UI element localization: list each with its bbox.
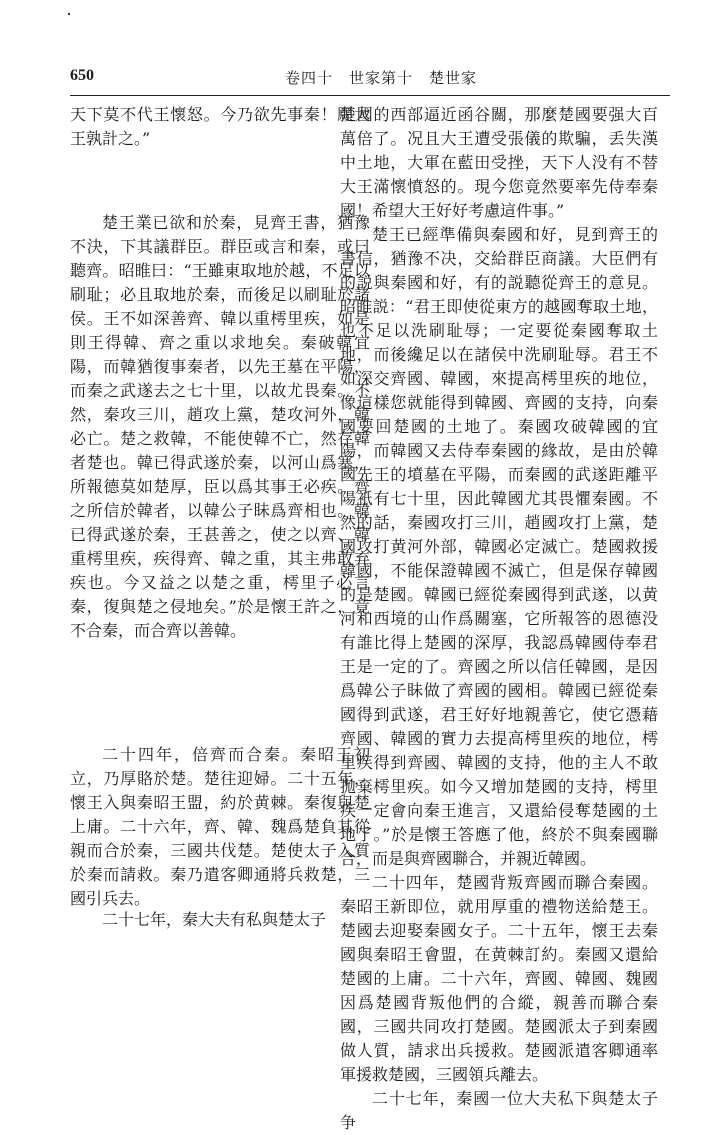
classical-text-column: [70, 103, 370, 151]
classical-paragraph-2: 楚王業已欲和於秦，見齊王書，猶豫不決，下其議群臣。群臣或言和秦，或曰聽齊。昭睢曰：“王雖東取地於越，不足以刷耻；必且取地於秦，而後足以刷耻於諸侯。王不如深善齊、韓以重樗里疾，如是則王得韓、齊之重以求地矣。秦破韓宜陽，而韓猶復事秦者，以先王墓在平陽，而秦之武遂去之七十里，以故尤畏秦。不然，秦攻三川，趙攻上黨，楚攻河外，韓必亡。楚之救韓，不能使韓不亡，然存韓者楚也。韓已得武遂於秦，以河山爲塞，所報德莫如楚厚，臣以爲其事王必疾。齊之所信於韓者，以韓公子眛爲齊相也。韓已得武遂於秦，王甚善之，使之以齊、韓重樗里疾，疾得齊、韓之重，其主弗敢弃疾也。今又益之以楚之重，樗里子必言秦，復與楚之侵地矣。”於是懷王許之，竟不合秦，而合齊以善韓。: [70, 213, 370, 640]
classical-paragraph-3: 二十四年，倍齊而合秦。秦昭王初立，乃厚賂於楚。楚往迎婦。二十五年，懷王入與秦昭王盟，約於黄棘。秦復與楚上庸。二十六年，齊、韓、魏爲楚負其從親而合於秦，三國共伐楚。楚使太子入質於秦而請救。秦乃遣客卿通將兵救楚，三國引兵去。: [70, 745, 370, 908]
classical-paragraph-1: 天下莫不代王懷怒。今乃欲先事秦！願大王孰計之。”: [70, 105, 370, 148]
translation-paragraph-1: 楚國的西部逼近函谷關，那麼楚國要强大百萬倍了。况且大王遭受張儀的欺騙，丢失漢中土地，大軍在藍田受挫，天下人没有不替大王滿懷憤怒的。現今您竟然要率先侍奉秦國！希望大王好好考慮這件事。”: [340, 105, 658, 220]
translation-paragraph-2: 楚王已經準備與秦國和好，見到齊王的書信，猶豫不决，交給群臣商議。大臣們有的説與秦國和好，有的説聽從齊王的意見。昭睢説：“君王即使從東方的越國奪取土地，也不足以洗刷耻辱；一定要從秦國奪取土地，而後纔足以在諸侯中洗刷耻辱。君王不如深交齊國、韓國，來提高樗里疾的地位，像這樣您就能得到韓國、齊國的支持，向秦國要回楚國的土地了。秦國攻破韓國的宜陽，而韓國又去侍奉秦國的緣故，是由於韓國先王的墳墓在平陽，而秦國的武遂距離平陽衹有七十里，因此韓國尤其畏懼秦國。不然的話，秦國攻打三川，趙國攻打上黨，楚國攻打黄河外部，韓國必定滅亡。楚國救援韓國，不能保證韓國不滅亡，但是保存韓國的是楚國。韓國已經從秦國得到武遂，以黄河和西境的山作爲關塞，它所報答的恩德没有誰比得上楚國的深厚，我認爲韓國侍奉君王是一定的了。齊國之所以信任韓國，是因爲韓公子眛做了齊國的國相。韓國已經從秦國得到武遂，君王好好地親善它，使它憑藉齊國、韓國的實力去提高樗里疾的地位，樗里疾得到齊國、韓國的支持，他的主人不敢拋棄樗里疾。如今又增加楚國的支持，樗里疾一定會向秦王進言，又還給侵奪楚國的土地了。”於是懷王答應了他，終於不與秦國聯合，而是與齊國聯合，并親近韓國。: [340, 225, 658, 868]
page-number: 650: [70, 67, 94, 84]
running-head: 卷四十 世家第十 楚世家: [285, 69, 478, 87]
classical-text-column-3: [70, 743, 370, 911]
translation-paragraph-4: 二十七年，秦國一位大夫私下與楚太子争: [340, 1089, 658, 1132]
header-rule: [70, 95, 670, 96]
page-header: [70, 65, 670, 93]
scan-speck: [68, 13, 70, 15]
translation-column: [340, 103, 658, 1135]
translation-paragraph-3: 二十四年，楚國背叛齊國而聯合秦國。秦昭王新即位，就用厚重的禮物送給楚王。楚國去迎娶秦國女子。二十五年，懷王去秦國與秦昭王會盟，在黄棘訂約。秦國又還給楚國的上庸。二十六年，齊國、韓國、魏國因爲楚國背叛他們的合縱，親善而聯合秦國，三國共同攻打楚國。楚國派太子到秦國做人質，請求出兵援救。楚國派遣客卿通率軍援救楚國，三國領兵離去。: [340, 873, 658, 1084]
classical-text-column-2: [70, 211, 370, 643]
classical-text-column-4: [70, 908, 370, 932]
classical-paragraph-4: 二十七年，秦大夫有私與楚太子: [102, 910, 327, 929]
